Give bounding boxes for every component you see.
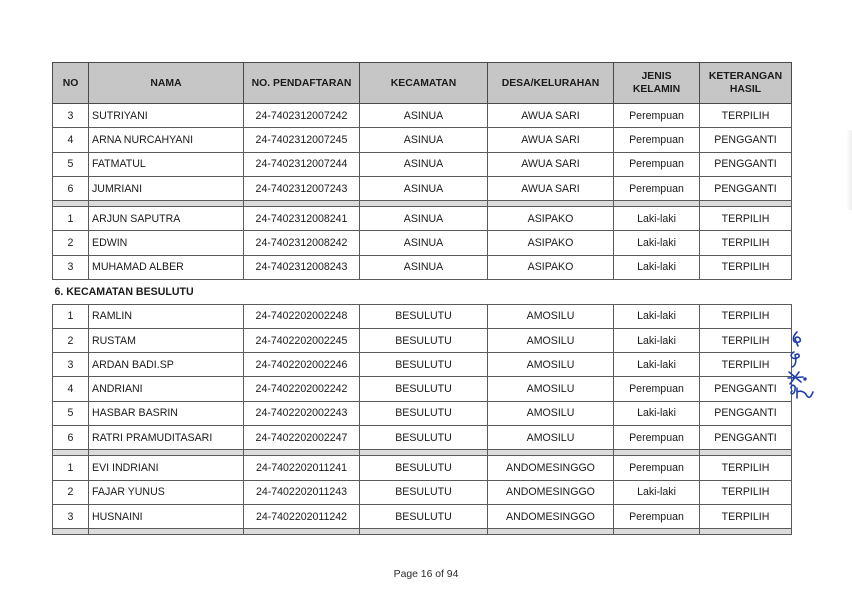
cell-nama: HUSNAINI <box>89 504 244 528</box>
cell-no-pendaftaran: 24-7402202002246 <box>244 353 360 377</box>
cell-jenis-kelamin: Perempuan <box>614 128 700 152</box>
cell-no-pendaftaran: 24-7402202011243 <box>244 480 360 504</box>
cell-nama: RUSTAM <box>89 328 244 352</box>
cell-desa-kelurahan: ASIPAKO <box>488 255 614 279</box>
cell-desa-kelurahan: AWUA SARI <box>488 176 614 200</box>
cell-keterangan-hasil: TERPILIH <box>700 207 792 231</box>
cell-jenis-kelamin: Laki-laki <box>614 207 700 231</box>
cell-no: 5 <box>53 401 89 425</box>
cell-no: 6 <box>53 176 89 200</box>
cell-desa-kelurahan: AMOSILU <box>488 328 614 352</box>
cell-no: 4 <box>53 128 89 152</box>
cell-desa-kelurahan: AMOSILU <box>488 353 614 377</box>
page-number-footer: Page 16 of 94 <box>393 569 459 580</box>
table-row <box>53 231 792 255</box>
cell-no-pendaftaran: 24-7402312008243 <box>244 255 360 279</box>
cell-no: 1 <box>53 207 89 231</box>
cell-no-pendaftaran: 24-7402202002247 <box>244 426 360 450</box>
cell-jenis-kelamin: Perempuan <box>614 456 700 480</box>
cell-kecamatan: ASINUA <box>360 255 488 279</box>
table-row <box>53 255 792 279</box>
cell-kecamatan: BESULUTU <box>360 480 488 504</box>
cell-no: 3 <box>53 353 89 377</box>
cell-kecamatan: BESULUTU <box>360 304 488 328</box>
header-nama: NAMA <box>89 63 244 104</box>
table-row <box>53 353 792 377</box>
cell-nama: ARDAN BADI.SP <box>89 353 244 377</box>
cell-nama: FAJAR YUNUS <box>89 480 244 504</box>
cell-desa-kelurahan: ASIPAKO <box>488 207 614 231</box>
cell-desa-kelurahan: AWUA SARI <box>488 104 614 128</box>
results-table <box>52 62 792 535</box>
table-row <box>53 207 792 231</box>
cell-kecamatan: ASINUA <box>360 176 488 200</box>
cell-desa-kelurahan: ASIPAKO <box>488 231 614 255</box>
cell-no-pendaftaran: 24-7402202011241 <box>244 456 360 480</box>
cell-kecamatan: ASINUA <box>360 128 488 152</box>
table-row <box>53 456 792 480</box>
cell-nama: JUMRIANI <box>89 176 244 200</box>
cell-desa-kelurahan: AMOSILU <box>488 401 614 425</box>
cell-desa-kelurahan: ANDOMESINGGO <box>488 504 614 528</box>
cell-no-pendaftaran: 24-7402202002248 <box>244 304 360 328</box>
cell-no: 1 <box>53 456 89 480</box>
cell-jenis-kelamin: Laki-laki <box>614 353 700 377</box>
cell-nama: EVI INDRIANI <box>89 456 244 480</box>
cell-desa-kelurahan: ANDOMESINGGO <box>488 480 614 504</box>
cell-jenis-kelamin: Perempuan <box>614 377 700 401</box>
cell-kecamatan: ASINUA <box>360 104 488 128</box>
cell-kecamatan: BESULUTU <box>360 353 488 377</box>
cell-jenis-kelamin: Laki-laki <box>614 401 700 425</box>
cell-kecamatan: ASINUA <box>360 152 488 176</box>
section-title: 6. KECAMATAN BESULUTU <box>54 285 194 298</box>
cell-kecamatan: BESULUTU <box>360 504 488 528</box>
cell-nama: MUHAMAD ALBER <box>89 255 244 279</box>
cell-keterangan-hasil: TERPILIH <box>700 456 792 480</box>
cell-jenis-kelamin: Laki-laki <box>614 255 700 279</box>
cell-no: 2 <box>53 480 89 504</box>
cell-kecamatan: BESULUTU <box>360 456 488 480</box>
header-keterangan-line2: HASIL <box>729 84 762 95</box>
cell-no: 5 <box>53 152 89 176</box>
header-kecamatan: KECAMATAN <box>360 63 488 104</box>
table-row <box>53 426 792 450</box>
cell-kecamatan: ASINUA <box>360 207 488 231</box>
cell-keterangan-hasil: PENGGANTI <box>700 377 792 401</box>
cell-nama: RATRI PRAMUDITASARI <box>89 426 244 450</box>
table-row <box>53 377 792 401</box>
cell-keterangan-hasil: TERPILIH <box>700 255 792 279</box>
cell-keterangan-hasil: TERPILIH <box>700 328 792 352</box>
cell-jenis-kelamin: Laki-laki <box>614 328 700 352</box>
separator-cell <box>700 529 792 535</box>
table-row <box>53 128 792 152</box>
cell-nama: ANDRIANI <box>89 377 244 401</box>
cell-desa-kelurahan: AMOSILU <box>488 377 614 401</box>
cell-no-pendaftaran: 24-7402312007244 <box>244 152 360 176</box>
cell-keterangan-hasil: PENGGANTI <box>700 152 792 176</box>
cell-kecamatan: BESULUTU <box>360 328 488 352</box>
cell-jenis-kelamin: Perempuan <box>614 426 700 450</box>
header-jenis-kelamin-line1: JENIS <box>641 71 672 82</box>
cell-desa-kelurahan: ANDOMESINGGO <box>488 456 614 480</box>
table-row <box>53 401 792 425</box>
header-no-pendaftaran: NO. PENDAFTARAN <box>244 63 360 104</box>
header-desa-kelurahan: DESA/KELURAHAN <box>488 63 614 104</box>
separator-cell <box>244 529 360 535</box>
cell-desa-kelurahan: AMOSILU <box>488 426 614 450</box>
cell-nama: SUTRIYANI <box>89 104 244 128</box>
cell-no: 3 <box>53 504 89 528</box>
cell-jenis-kelamin: Perempuan <box>614 504 700 528</box>
cell-kecamatan: BESULUTU <box>360 401 488 425</box>
cell-no-pendaftaran: 24-7402312008242 <box>244 231 360 255</box>
header-row <box>53 63 792 104</box>
header-jenis-kelamin-line2: KELAMIN <box>632 84 681 95</box>
separator-cell <box>89 529 244 535</box>
cell-kecamatan: BESULUTU <box>360 377 488 401</box>
cell-no-pendaftaran: 24-7402202002242 <box>244 377 360 401</box>
cell-jenis-kelamin: Laki-laki <box>614 480 700 504</box>
cell-no: 3 <box>53 255 89 279</box>
cell-no: 2 <box>53 231 89 255</box>
cell-nama: ARJUN SAPUTRA <box>89 207 244 231</box>
cell-no: 4 <box>53 377 89 401</box>
cell-kecamatan: BESULUTU <box>360 426 488 450</box>
separator-cell <box>360 529 488 535</box>
cell-nama: EDWIN <box>89 231 244 255</box>
cell-keterangan-hasil: PENGGANTI <box>700 401 792 425</box>
table-body <box>53 104 792 535</box>
separator-cell <box>488 529 614 535</box>
separator-cell <box>53 529 89 535</box>
cell-no-pendaftaran: 24-7402312008241 <box>244 207 360 231</box>
cell-no: 1 <box>53 304 89 328</box>
cell-nama: ARNA NURCAHYANI <box>89 128 244 152</box>
cell-keterangan-hasil: TERPILIH <box>700 353 792 377</box>
table-row <box>53 104 792 128</box>
cell-desa-kelurahan: AWUA SARI <box>488 152 614 176</box>
cell-no: 3 <box>53 104 89 128</box>
section-heading-row <box>53 280 792 305</box>
separator-cell <box>614 529 700 535</box>
cell-no-pendaftaran: 24-7402202002243 <box>244 401 360 425</box>
cell-kecamatan: ASINUA <box>360 231 488 255</box>
table-row <box>53 152 792 176</box>
header-keterangan-hasil <box>700 63 792 104</box>
cell-keterangan-hasil: PENGGANTI <box>700 176 792 200</box>
cell-no-pendaftaran: 24-7402312007245 <box>244 128 360 152</box>
table-row <box>53 304 792 328</box>
cell-no: 6 <box>53 426 89 450</box>
table-row <box>53 504 792 528</box>
cell-keterangan-hasil: PENGGANTI <box>700 426 792 450</box>
cell-keterangan-hasil: TERPILIH <box>700 231 792 255</box>
cell-keterangan-hasil: TERPILIH <box>700 104 792 128</box>
cell-jenis-kelamin: Perempuan <box>614 104 700 128</box>
cell-nama: HASBAR BASRIN <box>89 401 244 425</box>
cell-desa-kelurahan: AWUA SARI <box>488 128 614 152</box>
cell-nama: FATMATUL <box>89 152 244 176</box>
cell-no-pendaftaran: 24-7402312007242 <box>244 104 360 128</box>
handwritten-initials-annotation <box>783 330 823 402</box>
cell-jenis-kelamin: Perempuan <box>614 152 700 176</box>
group-separator-row <box>53 529 792 535</box>
cell-jenis-kelamin: Perempuan <box>614 176 700 200</box>
table-row <box>53 176 792 200</box>
cell-no-pendaftaran: 24-7402202011242 <box>244 504 360 528</box>
cell-keterangan-hasil: TERPILIH <box>700 480 792 504</box>
cell-jenis-kelamin: Laki-laki <box>614 304 700 328</box>
cell-keterangan-hasil: PENGGANTI <box>700 128 792 152</box>
cell-keterangan-hasil: TERPILIH <box>700 304 792 328</box>
header-jenis-kelamin <box>614 63 700 104</box>
table-header <box>53 63 792 104</box>
header-no: NO <box>53 63 89 104</box>
header-keterangan-line1: KETERANGAN <box>708 71 783 82</box>
cell-no-pendaftaran: 24-7402202002245 <box>244 328 360 352</box>
cell-desa-kelurahan: AMOSILU <box>488 304 614 328</box>
cell-no-pendaftaran: 24-7402312007243 <box>244 176 360 200</box>
table-row <box>53 480 792 504</box>
cell-keterangan-hasil: TERPILIH <box>700 504 792 528</box>
table-row <box>53 328 792 352</box>
cell-no: 2 <box>53 328 89 352</box>
cell-jenis-kelamin: Laki-laki <box>614 231 700 255</box>
cell-nama: RAMLIN <box>89 304 244 328</box>
